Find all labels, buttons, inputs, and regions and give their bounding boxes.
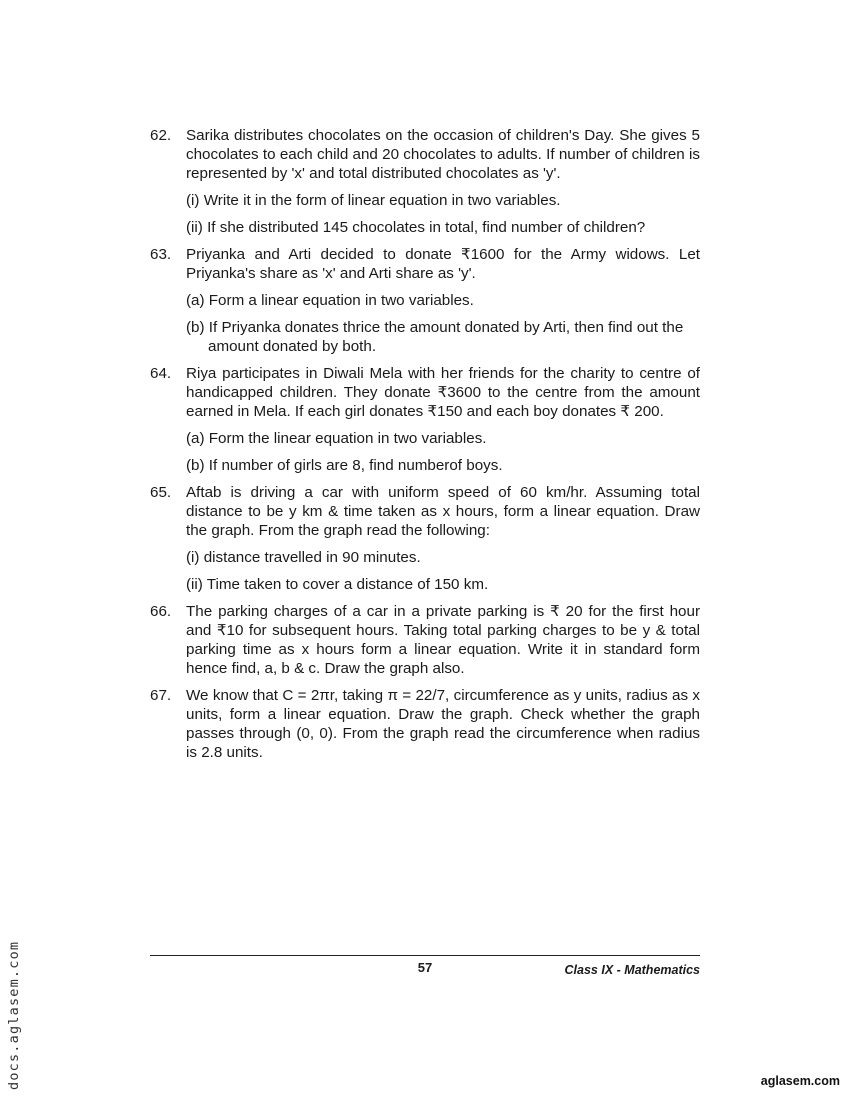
question-number: 65. bbox=[150, 484, 172, 501]
footer-divider bbox=[150, 955, 700, 956]
question-subpart: (b) If number of girls are 8, find numberof boys. bbox=[186, 457, 503, 474]
question-subpart: (a) Form a linear equation in two variables. bbox=[186, 292, 474, 309]
footer-title: Class IX - Mathematics bbox=[564, 963, 700, 977]
question-63 bbox=[150, 245, 700, 356]
question-number: 66. bbox=[150, 603, 172, 620]
question-text: Priyanka and Arti decided to donate ₹1600 for the Army widows. Let Priyanka's share as 'x' and Arti share as 'y'. bbox=[186, 246, 700, 282]
question-number: 64. bbox=[150, 365, 172, 382]
question-number: 62. bbox=[150, 127, 172, 144]
question-number: 63. bbox=[150, 246, 172, 263]
question-text: Aftab is driving a car with uniform speed of 60 km/hr. Assuming total distance to be y km & time taken as x hours, form a linear equation. Draw the graph. From the graph read the following: bbox=[186, 484, 700, 539]
question-67 bbox=[150, 686, 700, 762]
question-subpart: (i) Write it in the form of linear equation in two variables. bbox=[186, 192, 561, 209]
question-text: The parking charges of a car in a private parking is ₹ 20 for the first hour and ₹10 for subsequent hours. Taking total parking charges to be y & total parking time as x hours form a linear equation. Write it in standard form hence find, a, b & c. Draw the graph also. bbox=[186, 603, 700, 677]
question-64 bbox=[150, 364, 700, 475]
question-62 bbox=[150, 126, 700, 237]
question-text: Sarika distributes chocolates on the occasion of children's Day. She gives 5 chocolates to each child and 20 chocolates to adults. If number of children is represented by 'x' and total distributed chocolates as 'y'. bbox=[186, 127, 700, 182]
question-subpart: (a) Form the linear equation in two variables. bbox=[186, 430, 487, 447]
question-list bbox=[150, 126, 700, 770]
brand-label: aglasem.com bbox=[760, 1074, 840, 1088]
watermark: docs.aglasem.com bbox=[6, 940, 22, 1090]
question-66 bbox=[150, 602, 700, 678]
question-subpart: (ii) Time taken to cover a distance of 150 km. bbox=[186, 576, 489, 593]
question-subpart: (ii) If she distributed 145 chocolates in total, find number of children? bbox=[186, 219, 646, 236]
question-65 bbox=[150, 483, 700, 594]
question-text: We know that C = 2πr, taking π = 22/7, circumference as y units, radius as x units, form a linear equation. Draw the graph. Check whether the graph passes through (0, 0). From the graph read the circumference when radius is 2.8 units. bbox=[186, 687, 700, 761]
question-subpart: (i) distance travelled in 90 minutes. bbox=[186, 549, 421, 566]
page-number: 57 bbox=[417, 960, 433, 975]
question-subpart: (b) If Priyanka donates thrice the amount donated by Arti, then find out the amount donated by both. bbox=[186, 319, 684, 355]
question-number: 67. bbox=[150, 687, 172, 704]
question-text: Riya participates in Diwali Mela with her friends for the charity to centre of handicapped children. They donate ₹3600 to the centre from the amount earned in Mela. If each girl donates ₹150 and each boy donates ₹ 200. bbox=[186, 365, 700, 420]
